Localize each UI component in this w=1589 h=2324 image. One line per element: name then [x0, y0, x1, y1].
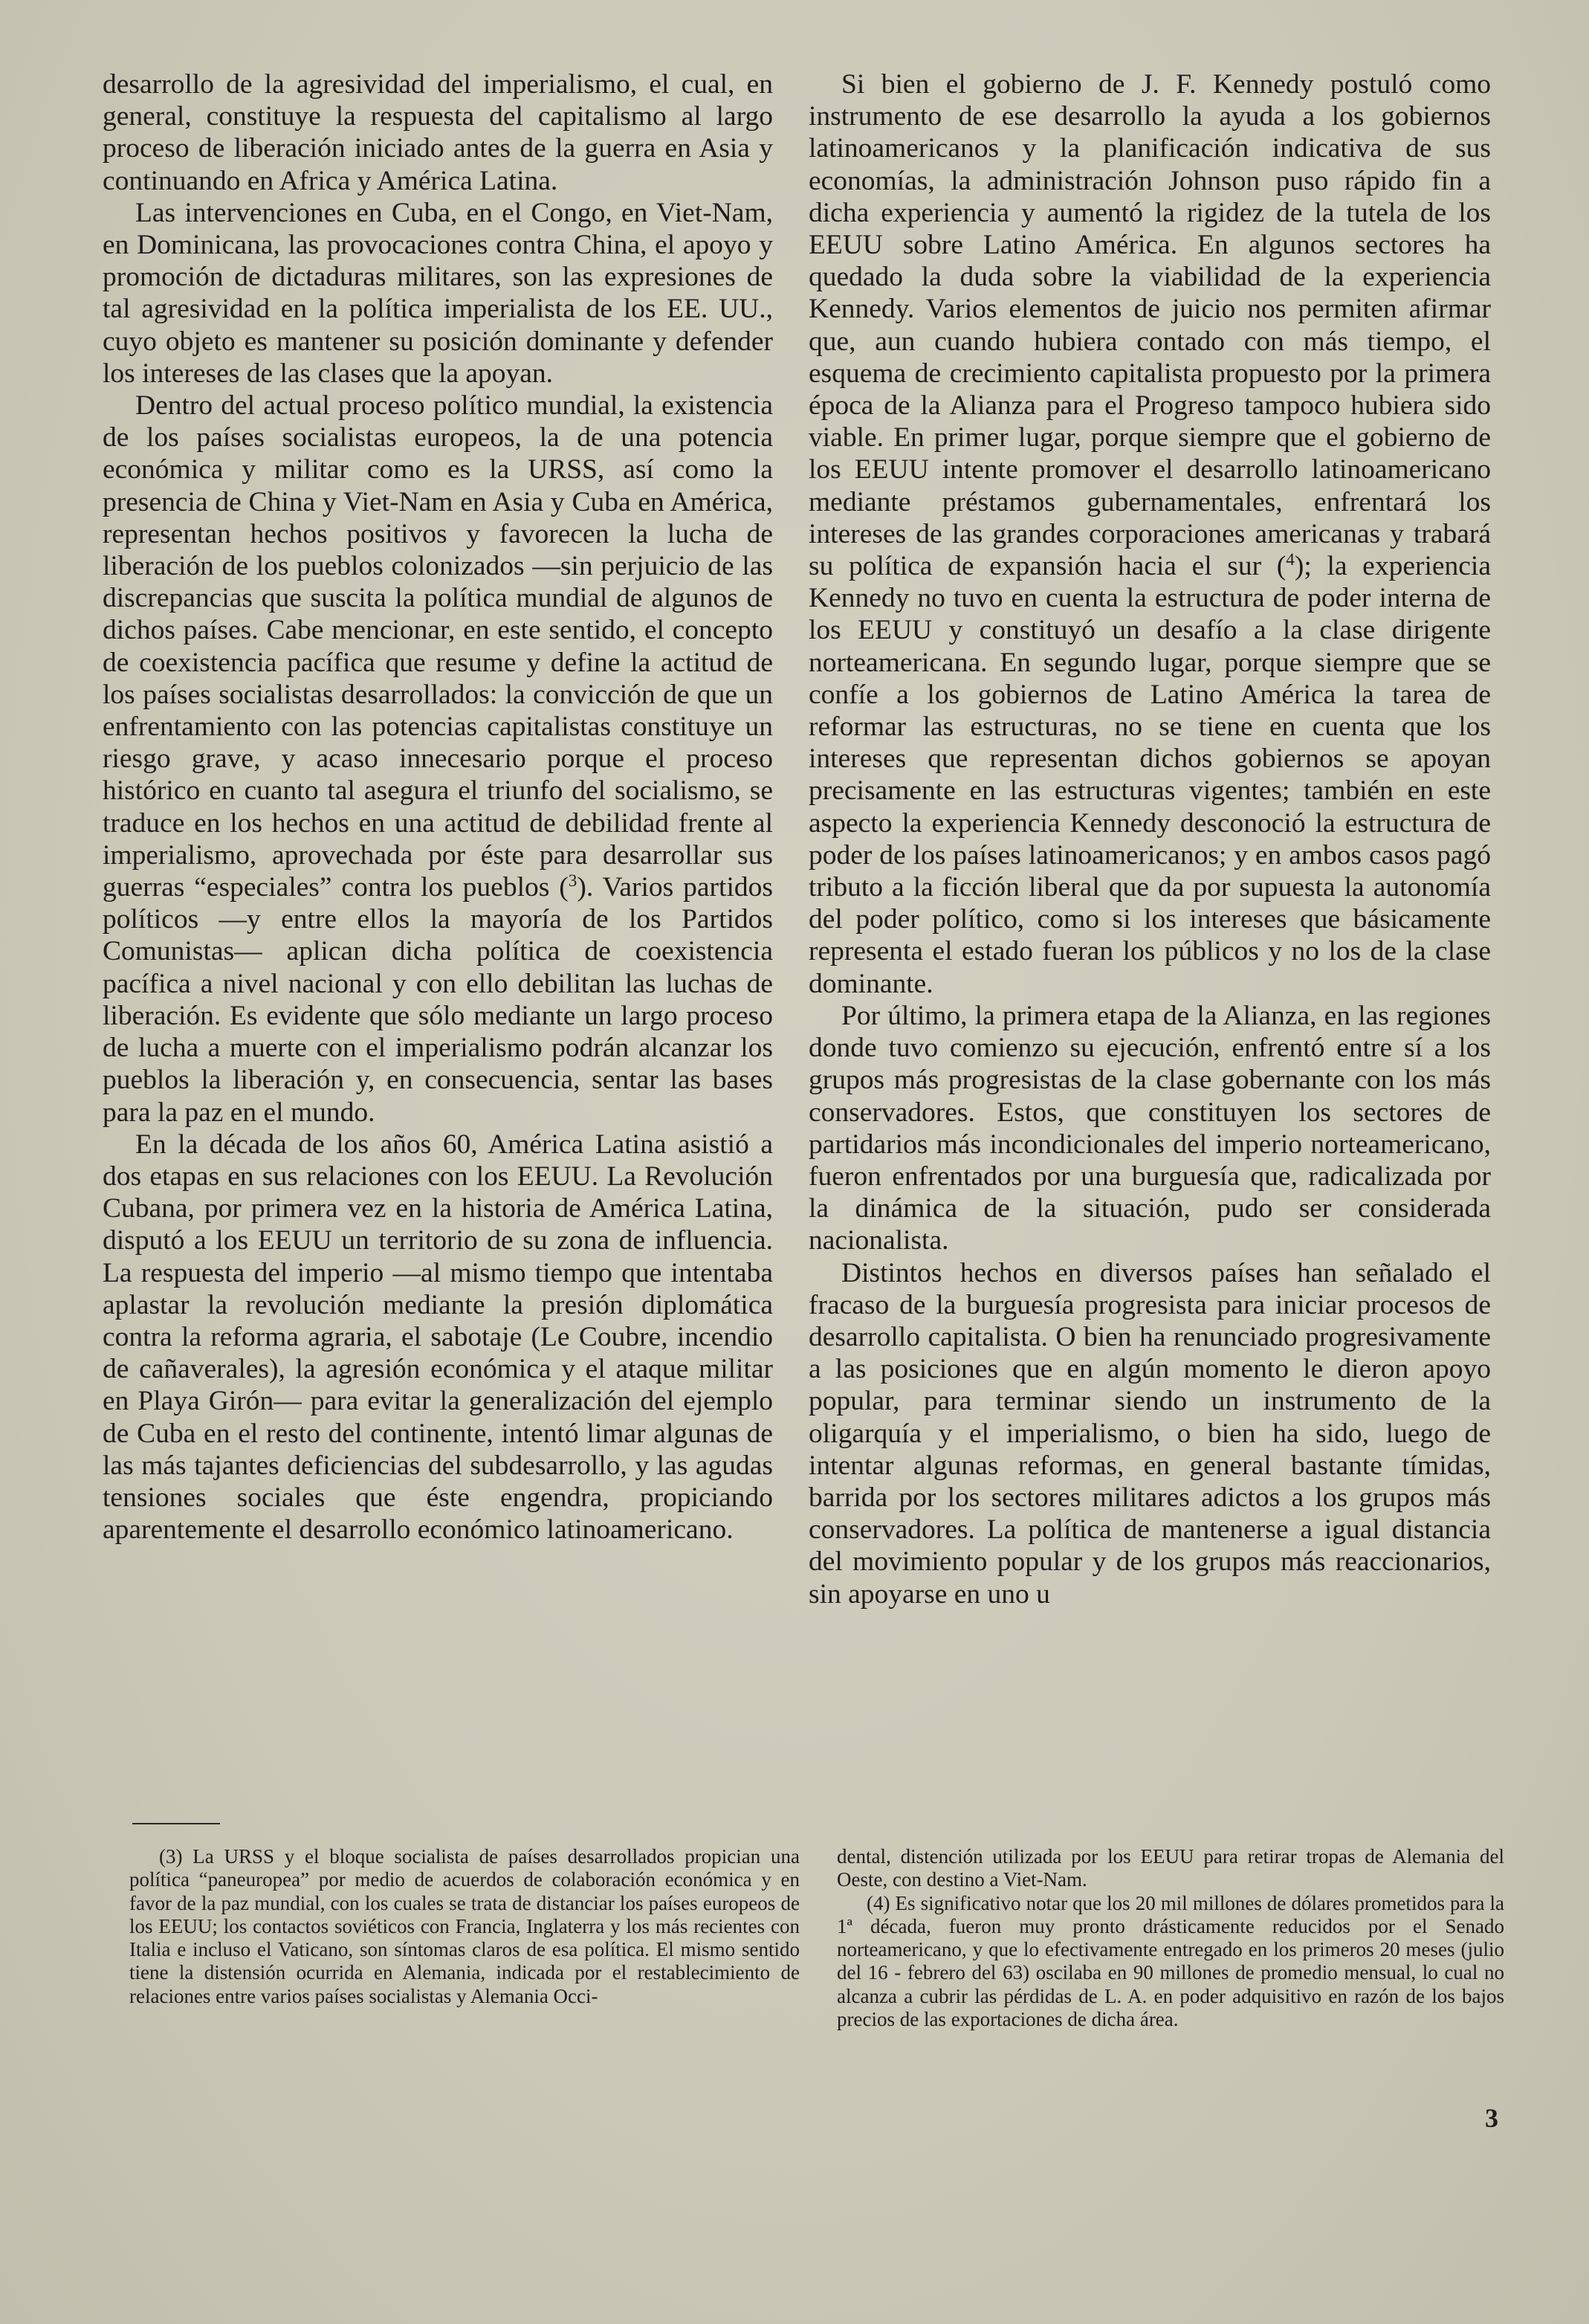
- footnotes-left: [129, 1845, 800, 2008]
- right-paragraph-1: [809, 68, 1491, 1000]
- left-paragraph-4: En la década de los años 60, América Latina asistió a dos etapas en sus relaciones con los EEUU. La Revolución Cubana, por primera vez en la historia de América Latina, disputó a los EEUU un territorio de su zona de influencia. La respuesta del imperio —al mismo tiempo que intentaba aplastar la revolución mediante la presión diplomática contra la reforma agraria, el sabotaje (Le Coubre, incendio de cañaverales), la agresión económica y el ataque militar en Playa Girón— para evitar la generalización del ejemplo de Cuba en el resto del continente, intentó limar algunas de las más tajantes deficiencias del subdesarrollo, y las agudas tensiones sociales que éste engendra, propiciando aparentemente el desarrollo económico latinoamericano.: [103, 1129, 773, 1546]
- right-paragraph-3: Distintos hechos en diversos países han señalado el fracaso de la burguesía progresista para iniciar procesos de desarrollo capitalista. O bien ha renunciado progresivamente a las posiciones que en algún momento le dieron apoyo popular, para terminar siendo un instrumento de la oligarquía y el imperialismo, o bien ha sido, luego de intentar algunas reformas, en general bastante tímidas, barrida por los sectores militares adictos a los grupos más conservadores. La política de mantenerse a igual distancia del movimiento popular y de los grupos más reaccionarios, sin apoyarse en uno u: [809, 1257, 1491, 1610]
- left-paragraph-1: desarrollo de la agresividad del imperialismo, el cual, en general, constituye la respuesta del capitalismo al largo proceso de liberación iniciado antes de la guerra en Asia y continuando en Africa y América Latina.: [103, 69, 773, 196]
- left-paragraph-3-continuation: . Varios partidos políticos —y entre ellos la mayoría de los Partidos Comunistas— aplican dicha política de coexistencia pacífica a nivel nacional y con ello debilitan las luchas de liberación. Es evidente que sólo mediante un largo proceso de lucha a muerte con el imperialismo podrán alcanzar los pueblos la liberación y, en consecuencia, sentar las bases para la paz en el mundo.: [103, 872, 773, 1128]
- footnote-3: (3) La URSS y el bloque socialista de países desarrollados propician una política “paneuropea” por medio de acuerdos de colaboración económica y en favor de la paz mundial, con los cuales se trata de distanciar los países europeos de los EEUU; los contactos soviéticos con Francia, Inglaterra y los más recientes con Italia e incluso el Vaticano, son síntomas claros de esa política. El mismo sentido tiene la distensión ocurrida en Alemania, indicada por el restablecimiento de relaciones entre varios países socialistas y Alemania Occi-: [129, 1845, 800, 2007]
- left-paragraph-3: Dentro del actual proceso político mundial, la existencia de los países socialistas europeos, la de una potencia económica y militar como es la URSS, así como la presencia de China y Viet-Nam en Asia y Cuba en América, representan hechos positivos y favorecen la lucha de liberación de los pueblos colonizados —sin perjuicio de las discrepancias que suscita la política mundial de algunos de dichos países. Cabe mencionar, en este sentido, el concepto de coexistencia pacífica que resume y define la actitud de los países socialistas desarrollados: la convicción de que un enfrentamiento con las potencias capitalistas constituye un riesgo grave, y acaso innecesario porque el proceso histórico en cuanto tal asegura el triunfo del socialismo, se traduce en los hechos en una actitud de debilidad frente al imperialismo, aprovechada por éste para desarrollar sus guerras “especiales” contra los pueblos ($^3$). Varios partidos políticos —y entre ellos la mayoría de los Partidos Comunistas— aplican dicha política de coexistencia pacífica a nivel nacional y con ello debilitan las luchas de liberación. Es evidente que sólo mediante un largo proceso de lucha a muerte con el imperialismo podrán alcanzar los pueblos la liberación y, en consecuencia, sentar las bases para la paz en el mundo.: [103, 390, 773, 1128]
- right-paragraph-2: Por último, la primera etapa de la Alianza, en las regiones donde tuvo comienzo su ejecución, enfrentó entre sí a los grupos más progresistas de la clase gobernante con los más conservadores. Estos, que constituyen los sectores de partidarios más incondicionales del imperio norteamericano, fueron enfrentados por una burguesía que, radicalizada por la dinámica de la situación, pudo ser considerada nacionalista.: [809, 1000, 1491, 1256]
- right-paragraph-1-text: Si bien el gobierno de J. F. Kennedy postuló como instrumento de ese desarrollo la ayuda a los gobiernos latinoamericanos y la planificación indicativa de sus economías, la administración Johnson puso rápido fin a dicha experiencia y aumentó la rigidez de la tutela de los EEUU sobre Latino América. En algunos sectores ha quedado la duda sobre la viabilidad de la experiencia Kennedy. Varios elementos de juicio nos permiten afirmar que, aun cuando hubiera contado con más tiempo, el esquema de crecimiento capitalista propuesto por la primera época de la Alianza para el Progreso tampoco hubiera sido viable. En primer lugar, porque siempre que el gobierno de los EEUU intente promover el desarrollo latinoamericano mediante préstamos gubernamentales, enfrentará los intereses de las grandes corporaciones americanas y trabará su política de expansión hacia el sur (: [809, 69, 1491, 582]
- left-paragraph-3-text: Dentro del actual proceso político mundial, la existencia de los países socialistas europeos, la de una potencia económica y militar como es la URSS, así como la presencia de China y Viet-Nam en Asia y Cuba en América, representan hechos positivos y favorecen la lucha de liberación de los pueblos colonizados —sin perjuicio de las discrepancias que suscita la política mundial de algunos de dichos países. Cabe mencionar, en este sentido, el concepto de coexistencia pacífica que resume y define la actitud de los países socialistas desarrollados: la convicción de que un enfrentamiento con las potencias capitalistas constituye un riesgo grave, y acaso innecesario porque el proceso histórico en cuanto tal asegura el triunfo del socialismo, se traduce en los hechos en una actitud de debilidad frente al imperialismo, aprovechada por éste para desarrollar sus guerras “especiales” contra los pueblos: [103, 390, 773, 903]
- right-column: [809, 68, 1491, 1610]
- left-column: [103, 68, 773, 1546]
- footnote-ref-4: 4: [1286, 550, 1295, 570]
- footnotes-right: [837, 1845, 1504, 2031]
- right-paragraph-1-continuation: ); la experiencia Kennedy no tuvo en cuenta la estructura de poder interna de los EEUU y constituyó un desafío a la clase dirigente norteamericana. En segundo lugar, porque siempre que se confíe a los gobiernos de Latino América la tarea de reformar las estructuras, no se tiene en cuenta que los intereses que representan dichos gobiernos se apoyan precisamente en las estructuras vigentes; también en este aspecto la experiencia Kennedy desconoció la estructura de poder de los países latinoamericanos; y en ambos casos pagó tributo a la ficción liberal que da por supuesta la autonomía del poder político, como si los intereses que básicamente representa el estado fueran los públicos y no los de la clase dominante.: [809, 551, 1491, 999]
- footnote-ref-3: 3: [568, 871, 577, 891]
- footnote-3-continuation: dental, distención utilizada por los EEUU para retirar tropas de Alemania del Oeste, con destino a Viet-Nam.: [837, 1845, 1504, 1891]
- left-paragraph-2: Las intervenciones en Cuba, en el Congo, en Viet-Nam, en Dominicana, las provocaciones contra China, el apoyo y promoción de dictaduras militares, son las expresiones de tal agresividad en la política imperialista de los EE. UU., cuyo objeto es mantener su posición dominante y defender los intereses de las clases que la apoyan.: [103, 197, 773, 389]
- footnote-4: (4) Es significativo notar que los 20 mil millones de dólares prometidos para la 1ª década, fueron muy pronto drásticamente reducidos por el Senado norteamericano, y que lo efectivamente entregado en los primeros 20 meses (julio del 16 - febrero del 63) oscilaba en 90 millones de promedio mensual, lo cual no alcanza a cubrir las pérdidas de L. A. en poder adquisitivo en razón de los bajos precios de las exportaciones de dicha área.: [837, 1891, 1504, 2031]
- page-number: 3: [1485, 2103, 1498, 2133]
- footnote-separator: [132, 1823, 220, 1824]
